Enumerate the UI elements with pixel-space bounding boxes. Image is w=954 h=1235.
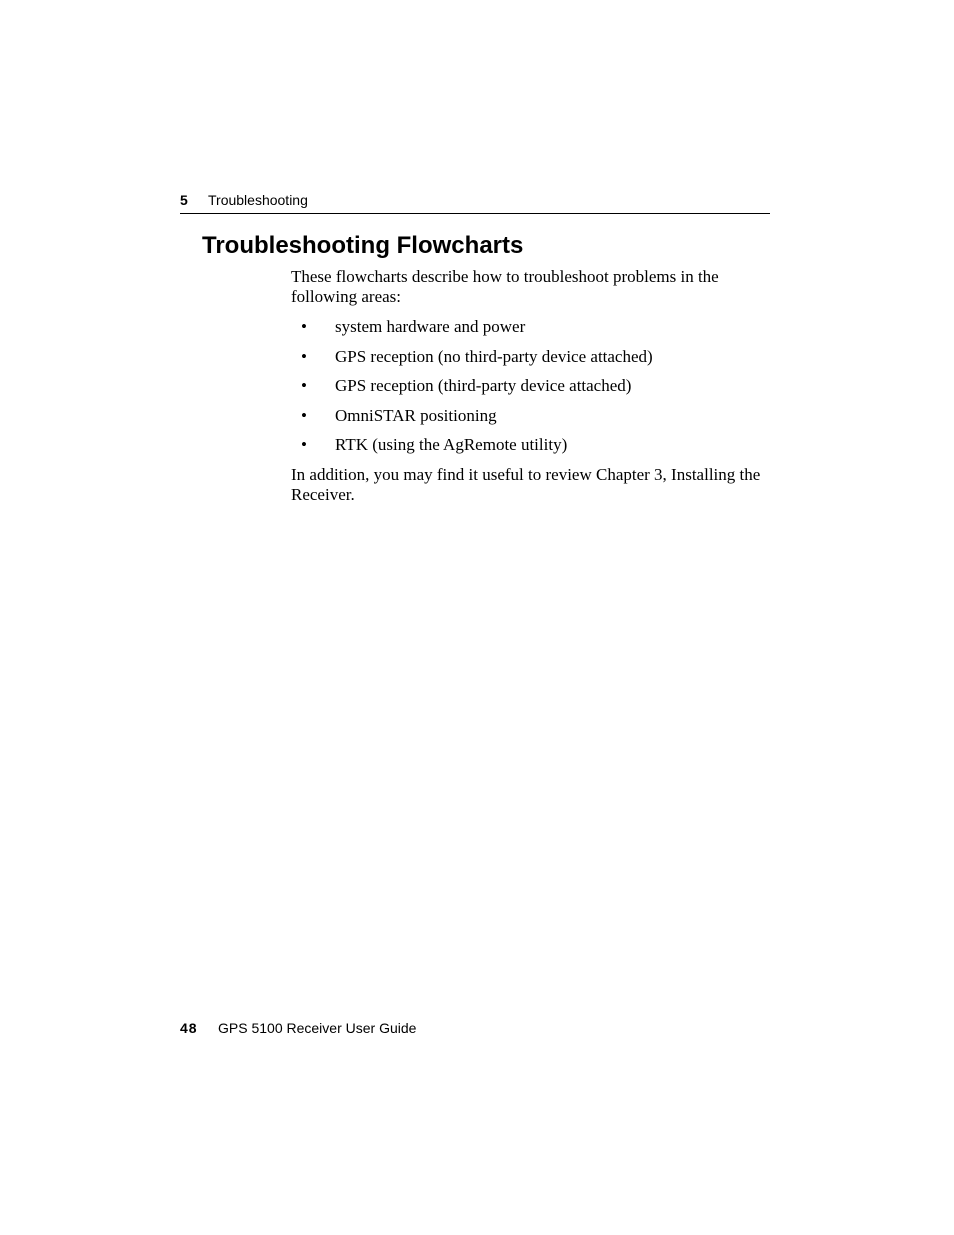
chapter-title: Troubleshooting <box>208 192 308 208</box>
list-item <box>291 406 771 426</box>
bullet-icon: • <box>301 435 307 454</box>
list-item-text: GPS reception (third-party device attached) <box>335 376 632 395</box>
list-item <box>291 317 771 337</box>
bullet-icon: • <box>301 376 307 395</box>
list-item-text: system hardware and power <box>335 317 526 336</box>
list-item-text: OmniSTAR positioning <box>335 405 497 425</box>
bullet-list <box>291 317 771 465</box>
bullet-icon: • <box>301 346 307 366</box>
list-item <box>291 376 771 396</box>
list-item-text: RTK (using the AgRemote utility) <box>335 435 568 454</box>
book-title: GPS 5100 Receiver User Guide <box>218 1020 417 1036</box>
page-number: 48 <box>180 1020 198 1036</box>
section-heading: Troubleshooting Flowcharts <box>202 232 524 259</box>
list-item <box>291 435 771 455</box>
bullet-icon: • <box>301 405 307 425</box>
running-header <box>180 191 770 214</box>
list-item <box>291 347 771 367</box>
chapter-number: 5 <box>180 192 188 208</box>
closing-paragraph: In addition, you may find it useful to review Chapter 3, Installing the Receiver. <box>291 465 761 504</box>
bullet-icon: • <box>301 317 307 336</box>
intro-paragraph: These flowcharts describe how to troubleshoot problems in the following areas: <box>291 267 719 306</box>
list-item-text: GPS reception (no third-party device attached) <box>335 346 653 366</box>
